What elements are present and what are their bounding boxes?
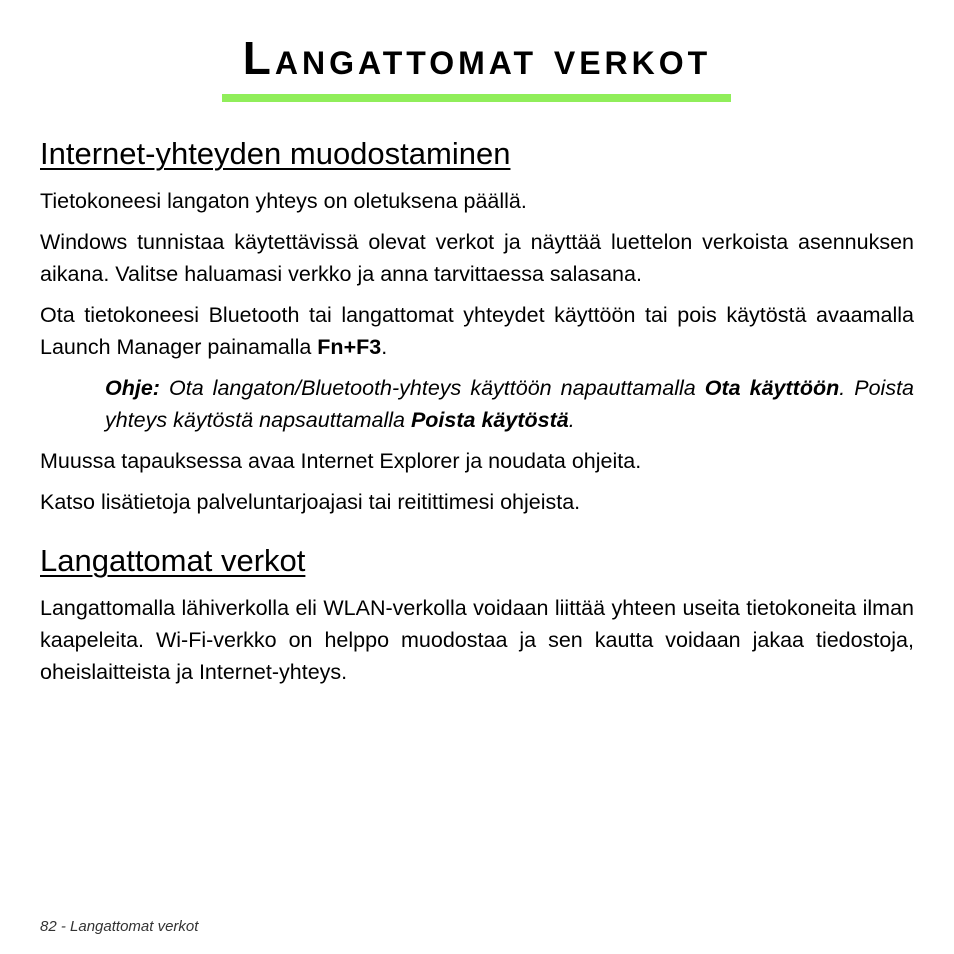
paragraph-windows-networks: Windows tunnistaa käytettävissä olevat verkot ja näyttää luettelon verkoista asennuksen aikana. Valitse haluamasi verkko ja anna tarvittaessa salasana. (40, 230, 914, 286)
paragraph-wlan: Langattomalla lähiverkolla eli WLAN-verkolla voidaan liittää yhteen useita tietokoneita ilman kaapeleita. Wi-Fi-verkko on helppo muodostaa ja sen kautta voidaan jakaa tiedostoja, oheislaitteista ja Internet-yhteys. (40, 596, 914, 684)
title-underline-bar (222, 94, 731, 102)
note-label: Ohje: (105, 376, 160, 400)
note-text-2: . Poista yhteys käytöstä napsauttamalla (105, 376, 915, 432)
launch-manager-text: Ota tietokoneesi Bluetooth tai langattomat yhteydet käyttöön tai pois käytöstä avaamalla Launch Manager painamalla (40, 303, 914, 359)
section-heading-wireless-networks: Langattomat verkot (40, 543, 306, 578)
page-footer (40, 918, 198, 935)
launch-manager-end: . (381, 335, 388, 359)
note-bold-enable: Ota käyttöön (704, 376, 840, 400)
note-text-1: Ota langaton/Bluetooth-yhteys käyttöön napauttamalla (159, 376, 705, 400)
paragraph-default-wireless: Tietokoneesi langaton yhteys on oletuksena päällä. (40, 189, 527, 213)
page-title: Langattomat verkot (242, 32, 712, 84)
shortcut-key: Fn+F3 (317, 335, 382, 359)
note-bold-disable: Poista käytöstä (410, 408, 569, 432)
footer-separator: - (56, 918, 71, 935)
note-paragraph (105, 372, 914, 436)
paragraph-launch-manager (40, 299, 914, 363)
page-number: 82 (40, 918, 57, 935)
section-heading-internet-connection: Internet-yhteyden muodostaminen (40, 136, 511, 171)
note-text-3: . (568, 408, 575, 432)
main-content (40, 133, 914, 697)
paragraph-internet-explorer: Muussa tapauksessa avaa Internet Explorer ja noudata ohjeita. (40, 449, 642, 473)
footer-label: Langattomat verkot (70, 918, 199, 935)
paragraph-provider-info: Katso lisätietoja palveluntarjoajasi tai reitittimesi ohjeista. (40, 490, 581, 514)
